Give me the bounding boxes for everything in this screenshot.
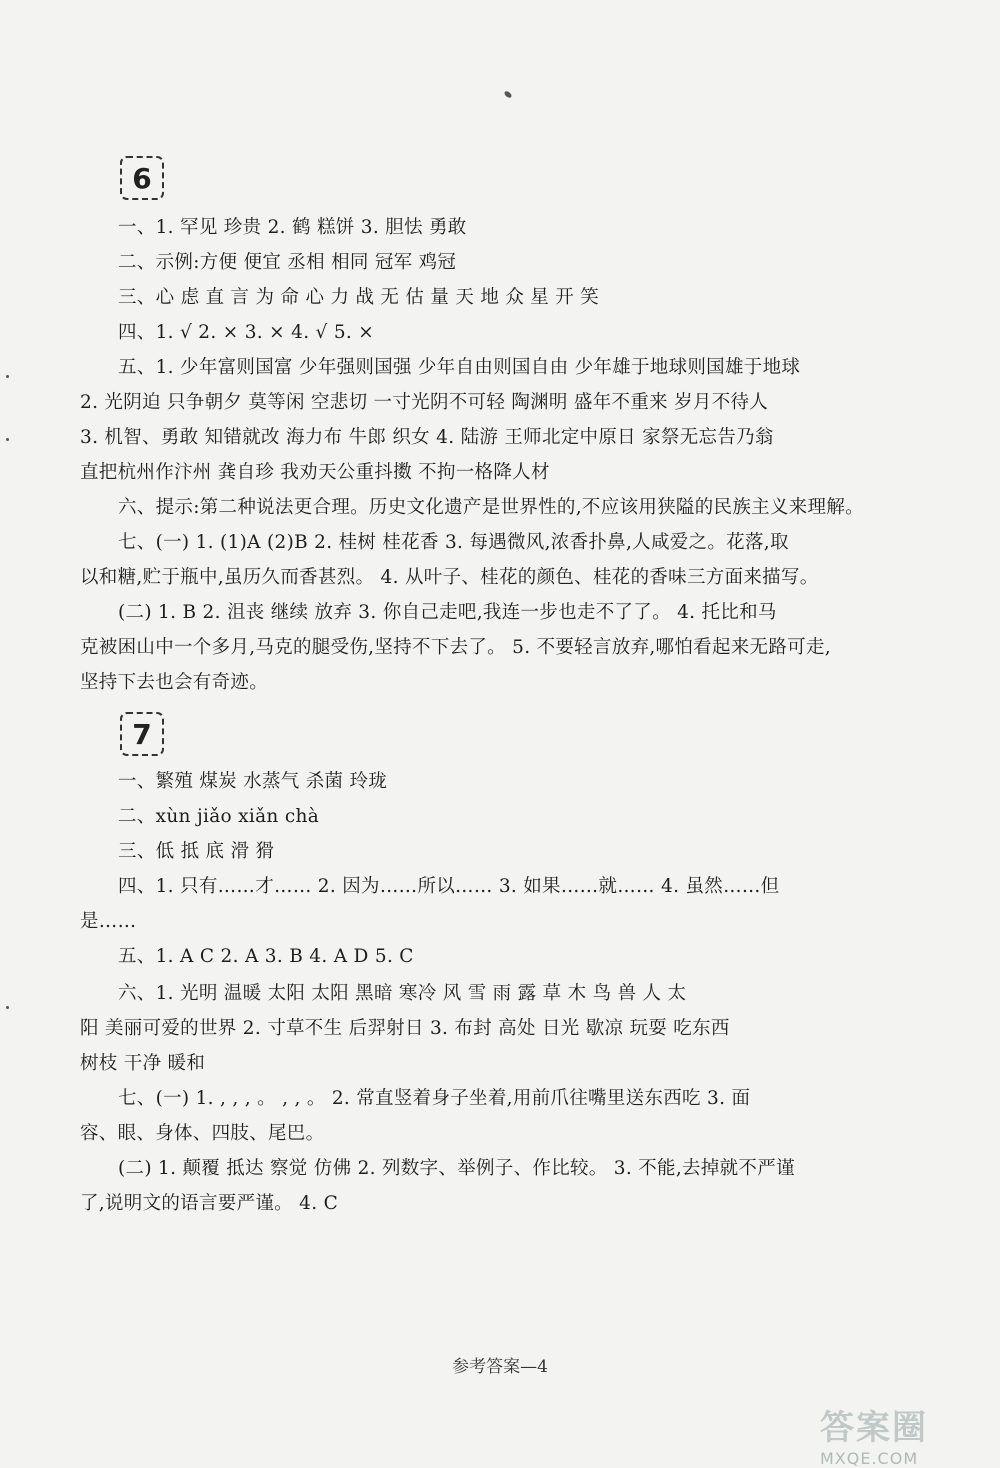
answer-line: 五、1. 少年富则国富 少年强则国强 少年自由则国自由 少年雄于地球则国雄于地球 xyxy=(118,357,801,378)
answer-line: 二、示例:方便 便宜 丞相 相同 冠军 鸡冠 xyxy=(118,252,457,273)
answer-line: 四、1. √ 2. × 3. × 4. √ 5. × xyxy=(118,322,375,343)
answer-line: 六、1. 光明 温暖 太阳 太阳 黑暗 寒冷 风 雪 雨 露 草 木 鸟 兽 人 太 xyxy=(118,983,687,1004)
answer-line: 七、(一) 1. (1)A (2)B 2. 桂树 桂花香 3. 每遇微风,浓香扑鼻,人咸爱之。花落,取 xyxy=(118,532,789,553)
watermark-logo: 答案圈 xyxy=(820,1408,928,1448)
answer-line: 三、心 虑 直 言 为 命 心 力 战 无 估 量 天 地 众 星 开 笑 xyxy=(118,287,600,308)
answer-line: 2. 光阴迫 只争朝夕 莫等闲 空悲切 一寸光阴不可轻 陶渊明 盛年不重来 岁月不待人 xyxy=(80,392,769,413)
section-7-number-box xyxy=(120,712,164,756)
section-number: 6 xyxy=(132,161,152,195)
answer-line: 容、眼、身体、四肢、尾巴。 xyxy=(80,1123,325,1144)
page-footer: 参考答案—4 xyxy=(452,1357,548,1377)
answer-line: 是…… xyxy=(80,911,137,932)
answer-line: 一、1. 罕见 珍贵 2. 鹤 糕饼 3. 胆怯 勇敢 xyxy=(118,217,467,238)
answer-line: 四、1. 只有……才…… 2. 因为……所以…… 3. 如果……就…… 4. 虽然……但 xyxy=(118,876,780,897)
scan-speck xyxy=(6,438,9,441)
section-6-number-box xyxy=(120,156,164,200)
answer-line: 克被困山中一个多月,马克的腿受伤,坚持不下去了。 5. 不要轻言放弃,哪怕看起来无路可走, xyxy=(80,637,831,658)
answer-line: 六、提示:第二种说法更合理。历史文化遗产是世界性的,不应该用狭隘的民族主义来理解。 xyxy=(118,497,864,518)
scan-speck xyxy=(6,1006,9,1009)
scan-speck xyxy=(6,375,9,378)
scan-speck xyxy=(503,90,512,99)
answer-line: (二) 1. 颠覆 抵达 察觉 仿佛 2. 列数字、举例子、作比较。 3. 不能,去掉就不严谨 xyxy=(118,1158,795,1179)
answer-line: 3. 机智、勇敢 知错就改 海力布 牛郎 织女 4. 陆游 王师北定中原日 家祭无忘告乃翁 xyxy=(80,427,774,448)
answer-line: 树枝 干净 暖和 xyxy=(80,1053,206,1074)
answer-line: 三、低 抵 底 滑 猾 xyxy=(118,841,275,862)
answer-line: 坚持下去也会有奇迹。 xyxy=(80,672,269,693)
answer-line: 五、1. A C 2. A 3. B 4. A D 5. C xyxy=(118,946,414,967)
section-number: 7 xyxy=(132,717,152,751)
answer-line: 直把杭州作汴州 龚自珍 我劝天公重抖擞 不拘一格降人材 xyxy=(80,462,550,483)
answer-line: 七、(一) 1. , , , 。 , , 。 2. 常直竖着身子坐着,用前爪往嘴里送东西吃 3. 面 xyxy=(118,1088,751,1109)
answer-line: 以和糖,贮于瓶中,虽历久而香甚烈。 4. 从叶子、桂花的颜色、桂花的香味三方面来描写。 xyxy=(80,567,819,588)
answer-line: 二、xùn jiǎo xiǎn chà xyxy=(118,806,320,827)
answer-line: 阳 美丽可爱的世界 2. 寸草不生 后羿射日 3. 布封 高处 日光 歇凉 玩耍 吃东西 xyxy=(80,1018,730,1039)
answer-line: 了,说明文的语言要严谨。 4. C xyxy=(80,1193,339,1214)
watermark-url: MXQE.COM xyxy=(820,1449,919,1468)
answer-line: (二) 1. B 2. 沮丧 继续 放弃 3. 你自己走吧,我连一步也走不了了。 4. 托比和马 xyxy=(118,602,777,623)
answer-line: 一、繁殖 煤炭 水蒸气 杀菌 玲珑 xyxy=(118,771,388,792)
watermark xyxy=(820,1400,990,1468)
